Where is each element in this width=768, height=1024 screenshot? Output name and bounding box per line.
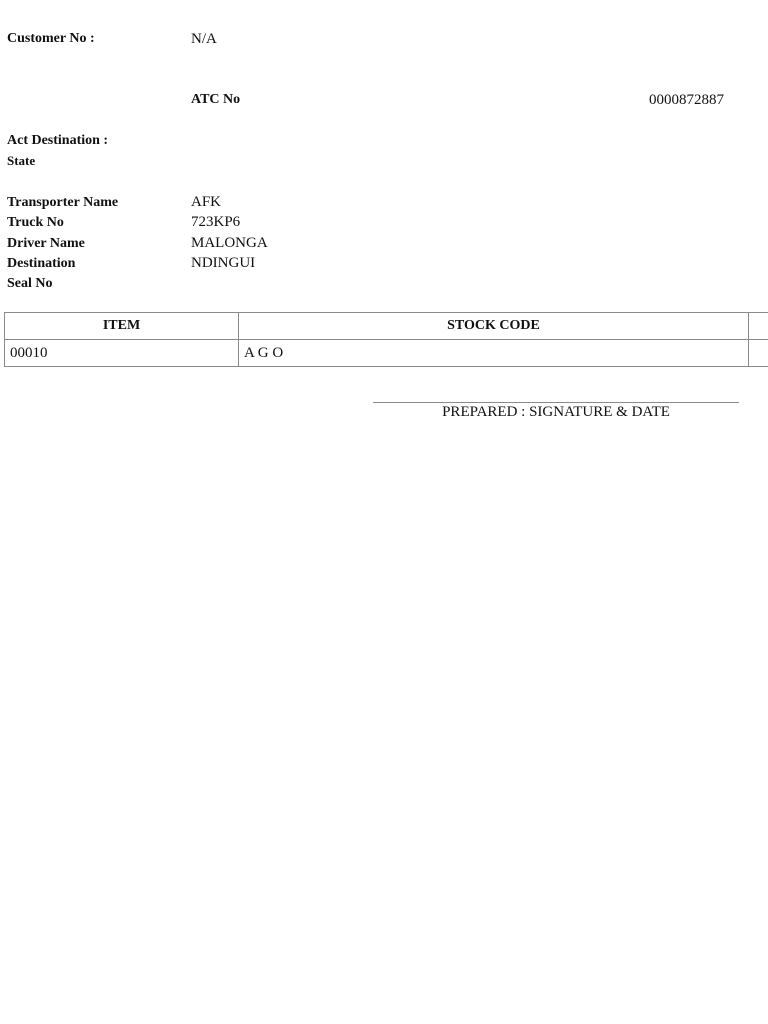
driver-name-value: MALONGA [191, 235, 268, 251]
destination-value: NDINGUI [191, 255, 256, 271]
destination-label: Destination [7, 256, 76, 271]
seal-no-label: Seal No [7, 276, 53, 291]
state-label: State [7, 153, 36, 168]
column-header-stock-code: STOCK CODE [239, 313, 749, 340]
items-table [4, 312, 768, 367]
driver-name-label: Driver Name [7, 236, 85, 251]
cell-extra [749, 340, 768, 367]
column-header-extra [749, 313, 768, 340]
transporter-name-value: AFK [191, 194, 222, 210]
cell-stock-code: A G O [239, 340, 749, 367]
customer-no-value: N/A [191, 31, 217, 47]
table-row [5, 340, 768, 367]
atc-no-label: ATC No [191, 92, 241, 107]
signature-label: PREPARED : SIGNATURE & DATE [442, 404, 670, 420]
atc-no-value: 0000872887 [649, 92, 724, 108]
signature-line [373, 402, 739, 403]
column-header-item: ITEM [5, 313, 239, 340]
transporter-name-label: Transporter Name [7, 195, 119, 210]
truck-no-value: 723KP6 [191, 214, 241, 230]
act-destination-label: Act Destination : [7, 133, 109, 148]
customer-no-label: Customer No : [7, 31, 95, 46]
truck-no-label: Truck No [7, 215, 64, 230]
cell-item: 00010 [5, 340, 239, 367]
table-header-row [5, 313, 768, 340]
